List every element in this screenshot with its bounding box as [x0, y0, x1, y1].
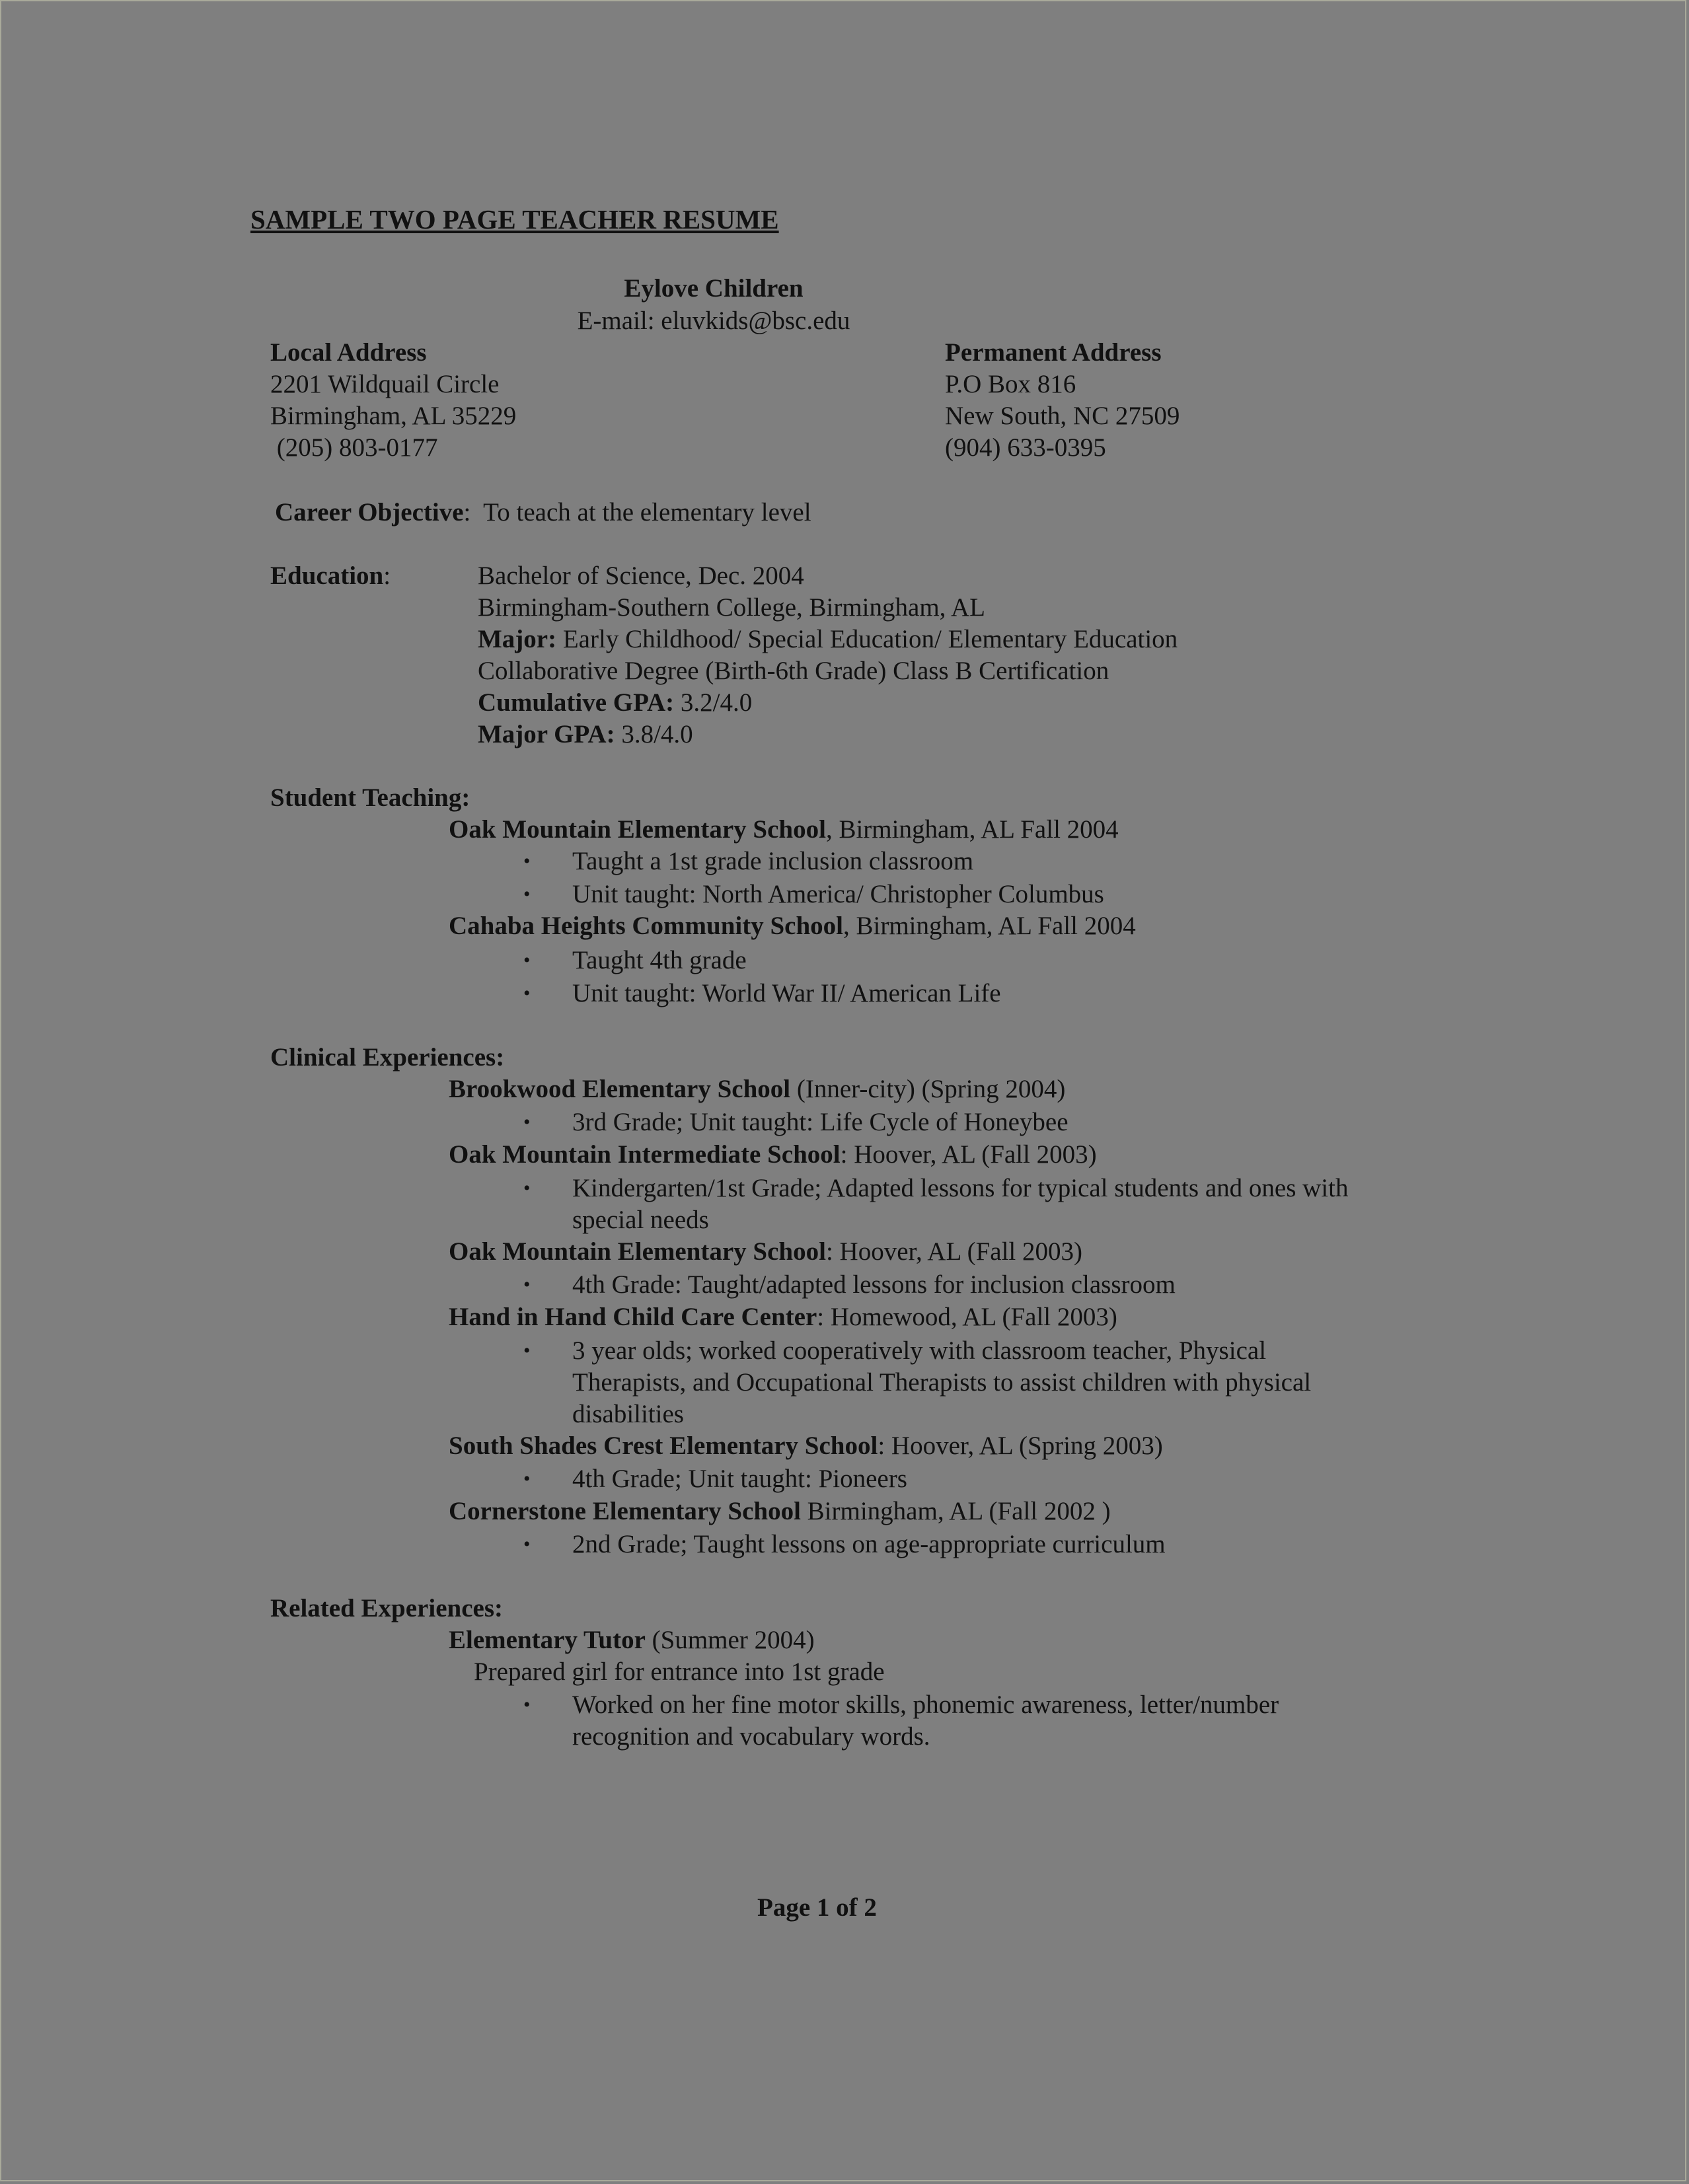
local-address-label: Local Address [270, 338, 427, 367]
local-address-phone: (205) 803-0177 [270, 433, 438, 462]
clinical-school-4 [449, 1301, 1117, 1333]
education-school: Birmingham-Southern College, Birmingham, AL [478, 593, 986, 622]
student-teaching-bullet: Taught 4th grade [572, 946, 747, 974]
clinical-school-5 [449, 1430, 1163, 1462]
bullet-icon: • [523, 949, 531, 971]
bullet-icon: • [523, 1533, 531, 1555]
permanent-address-label: Permanent Address [945, 338, 1162, 367]
school-name: Oak Mountain Elementary School [449, 815, 826, 844]
school-name: Cahaba Heights Community School [449, 912, 843, 940]
education-colon: : [383, 562, 391, 590]
school-name: Cornerstone Elementary School [449, 1497, 801, 1525]
cgpa-value: 3.2/4.0 [674, 688, 753, 717]
education-label: Education [270, 562, 384, 590]
major-value: Early Childhood/ Special Education/ Elementary Education [556, 625, 1178, 653]
related-description: Prepared girl for entrance into 1st grade [474, 1657, 885, 1686]
bullet-icon: • [523, 1694, 531, 1716]
related-bullet-cont: recognition and vocabulary words. [572, 1722, 930, 1751]
permanent-address-line2: New South, NC 27509 [945, 402, 1180, 430]
clinical-school-1 [449, 1074, 1065, 1105]
education-major [478, 624, 1178, 655]
school-detail: (Inner-city) (Spring 2004) [790, 1075, 1066, 1103]
education-heading [270, 560, 391, 592]
clinical-bullet-cont: Therapists, and Occupational Therapists to assist children with physical [572, 1368, 1312, 1397]
clinical-bullet: 2nd Grade; Taught lessons on age-appropriate curriculum [572, 1530, 1166, 1558]
school-detail: : Hoover, AL (Fall 2003) [825, 1237, 1082, 1266]
student-teaching-school-1 [449, 814, 1119, 846]
bullet-icon: • [523, 1177, 531, 1199]
school-detail: Birmingham, AL (Fall 2002 ) [800, 1497, 1111, 1525]
school-detail: : Homewood, AL (Fall 2003) [817, 1303, 1117, 1331]
career-objective-text: : To teach at the elementary level [463, 498, 811, 527]
school-detail: : Hoover, AL (Fall 2003) [840, 1140, 1097, 1169]
bullet-icon: • [523, 982, 531, 1004]
local-address-line1: 2201 Wildquail Circle [270, 370, 500, 398]
clinical-school-6 [449, 1496, 1111, 1527]
bullet-icon: • [523, 1274, 531, 1295]
role-detail: (Summer 2004) [645, 1626, 815, 1654]
clinical-bullet: 4th Grade: Taught/adapted lessons for inclusion classroom [572, 1270, 1176, 1299]
role-name: Elementary Tutor [449, 1626, 646, 1654]
local-address-line2: Birmingham, AL 35229 [270, 402, 517, 430]
school-name: Oak Mountain Elementary School [449, 1237, 826, 1266]
student-teaching-bullet: Unit taught: World War II/ American Life [572, 979, 1001, 1007]
bullet-icon: • [523, 1111, 531, 1133]
bullet-icon: • [523, 883, 531, 905]
document-title: SAMPLE TWO PAGE TEACHER RESUME [250, 204, 779, 235]
education-cgpa [478, 687, 752, 719]
related-role-1 [449, 1624, 815, 1656]
clinical-school-2 [449, 1139, 1097, 1171]
student-teaching-school-2 [449, 910, 1136, 942]
permanent-address-phone: (904) 633-0395 [945, 433, 1106, 462]
clinical-label: Clinical Experiences: [270, 1043, 505, 1072]
related-bullet: Worked on her fine motor skills, phonemic awareness, letter/number [572, 1691, 1279, 1719]
student-teaching-bullet: Taught a 1st grade inclusion classroom [572, 847, 974, 875]
clinical-bullet: 4th Grade; Unit taught: Pioneers [572, 1465, 907, 1493]
cgpa-label: Cumulative GPA: [478, 688, 675, 717]
candidate-name: Eylove Children [624, 274, 804, 303]
bullet-icon: • [523, 1340, 531, 1362]
clinical-bullet: Kindergarten/1st Grade; Adapted lessons for typical students and ones with [572, 1174, 1349, 1202]
mgpa-label: Major GPA: [478, 720, 615, 748]
related-label: Related Experiences: [270, 1594, 503, 1622]
education-mgpa [478, 719, 693, 750]
clinical-bullet-cont: special needs [572, 1206, 709, 1234]
bullet-icon: • [523, 1468, 531, 1490]
page-number: Page 1 of 2 [757, 1893, 877, 1922]
bullet-icon: • [523, 850, 531, 872]
education-degree: Bachelor of Science, Dec. 2004 [478, 562, 804, 590]
student-teaching-bullet: Unit taught: North America/ Christopher Columbus [572, 880, 1104, 908]
career-objective-label: Career Objective [275, 498, 464, 527]
student-teaching-label: Student Teaching: [270, 783, 470, 812]
clinical-school-3 [449, 1236, 1082, 1268]
school-name: Oak Mountain Intermediate School [449, 1140, 841, 1169]
clinical-bullet-cont: disabilities [572, 1400, 684, 1428]
career-objective [275, 497, 811, 528]
clinical-bullet: 3rd Grade; Unit taught: Life Cycle of Honeybee [572, 1108, 1069, 1136]
mgpa-value: 3.8/4.0 [615, 720, 693, 748]
clinical-bullet: 3 year olds; worked cooperatively with classroom teacher, Physical [572, 1336, 1267, 1365]
school-name: Hand in Hand Child Care Center [449, 1303, 817, 1331]
education-collab: Collaborative Degree (Birth-6th Grade) Class B Certification [478, 657, 1109, 685]
major-label: Major: [478, 625, 557, 653]
school-detail: : Hoover, AL (Spring 2003) [878, 1432, 1163, 1460]
school-detail: , Birmingham, AL Fall 2004 [843, 912, 1136, 940]
school-name: South Shades Crest Elementary School [449, 1432, 878, 1460]
candidate-email: E-mail: eluvkids@bsc.edu [577, 307, 850, 335]
school-detail: , Birmingham, AL Fall 2004 [825, 815, 1119, 844]
permanent-address-line1: P.O Box 816 [945, 370, 1076, 398]
school-name: Brookwood Elementary School [449, 1075, 791, 1103]
